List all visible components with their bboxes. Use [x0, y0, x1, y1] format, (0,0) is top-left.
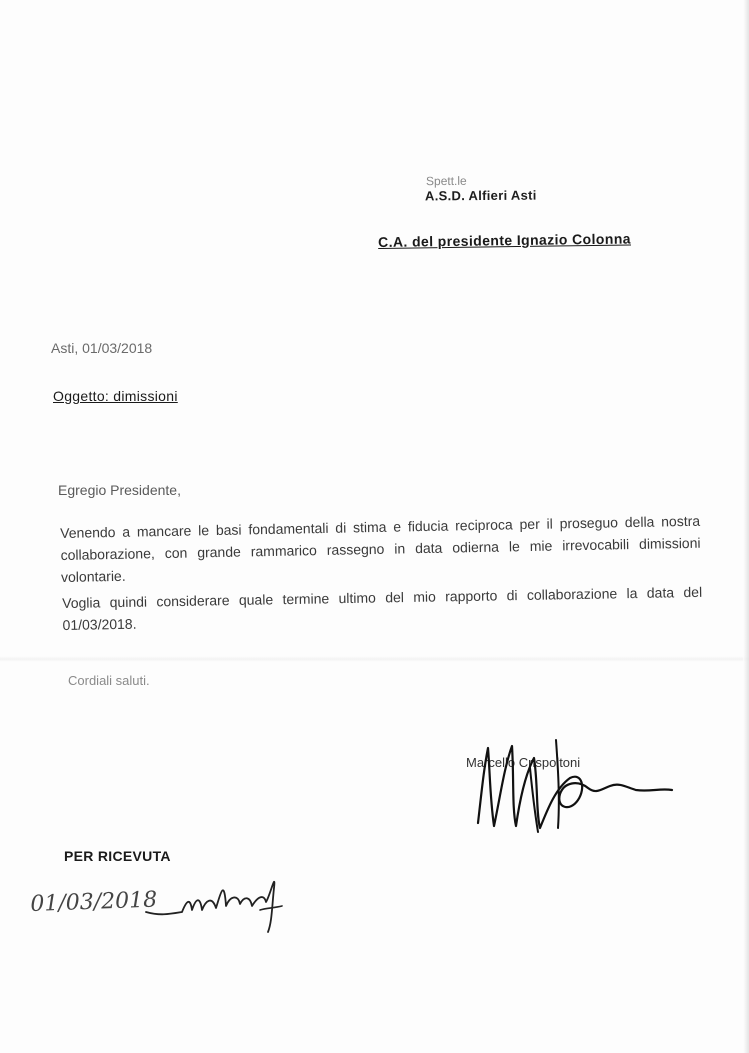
paper-fold [0, 656, 749, 662]
receipt-label: PER RICEVUTA [64, 848, 171, 864]
place-date: Asti, 01/03/2018 [51, 340, 153, 356]
receipt-handwritten-date: 01/03/2018 [30, 887, 158, 917]
recipient-attention: C.A. del presidente Ignazio Colonna [378, 230, 632, 250]
subject-line: Oggetto: dimissioni [53, 388, 178, 404]
body-paragraph-1: Venendo a mancare le basi fondamentali di stima e fiducia reciproca per il proseguo della nostra collaborazione, con grande rammarico rassegno in data odierna le mie irrevocabili dimissioni volontarie. [60, 512, 701, 585]
recipient-salutation: Spett.le [425, 173, 467, 189]
handwritten-signature [460, 728, 680, 838]
greeting: Egregio Presidente, [58, 482, 181, 498]
paper-edge-shadow [743, 0, 749, 1053]
body-paragraph-2: Voglia quindi considerare quale termine ultimo del mio rapporto di collaborazione la data del 01/03/2018. [62, 583, 703, 633]
closing: Cordiali saluti. [68, 673, 150, 688]
receipt-signature [140, 866, 300, 936]
recipient-name: A.S.D. Alfieri Asti [424, 187, 537, 204]
signer-name: Marcello Crispoltoni [466, 755, 581, 770]
